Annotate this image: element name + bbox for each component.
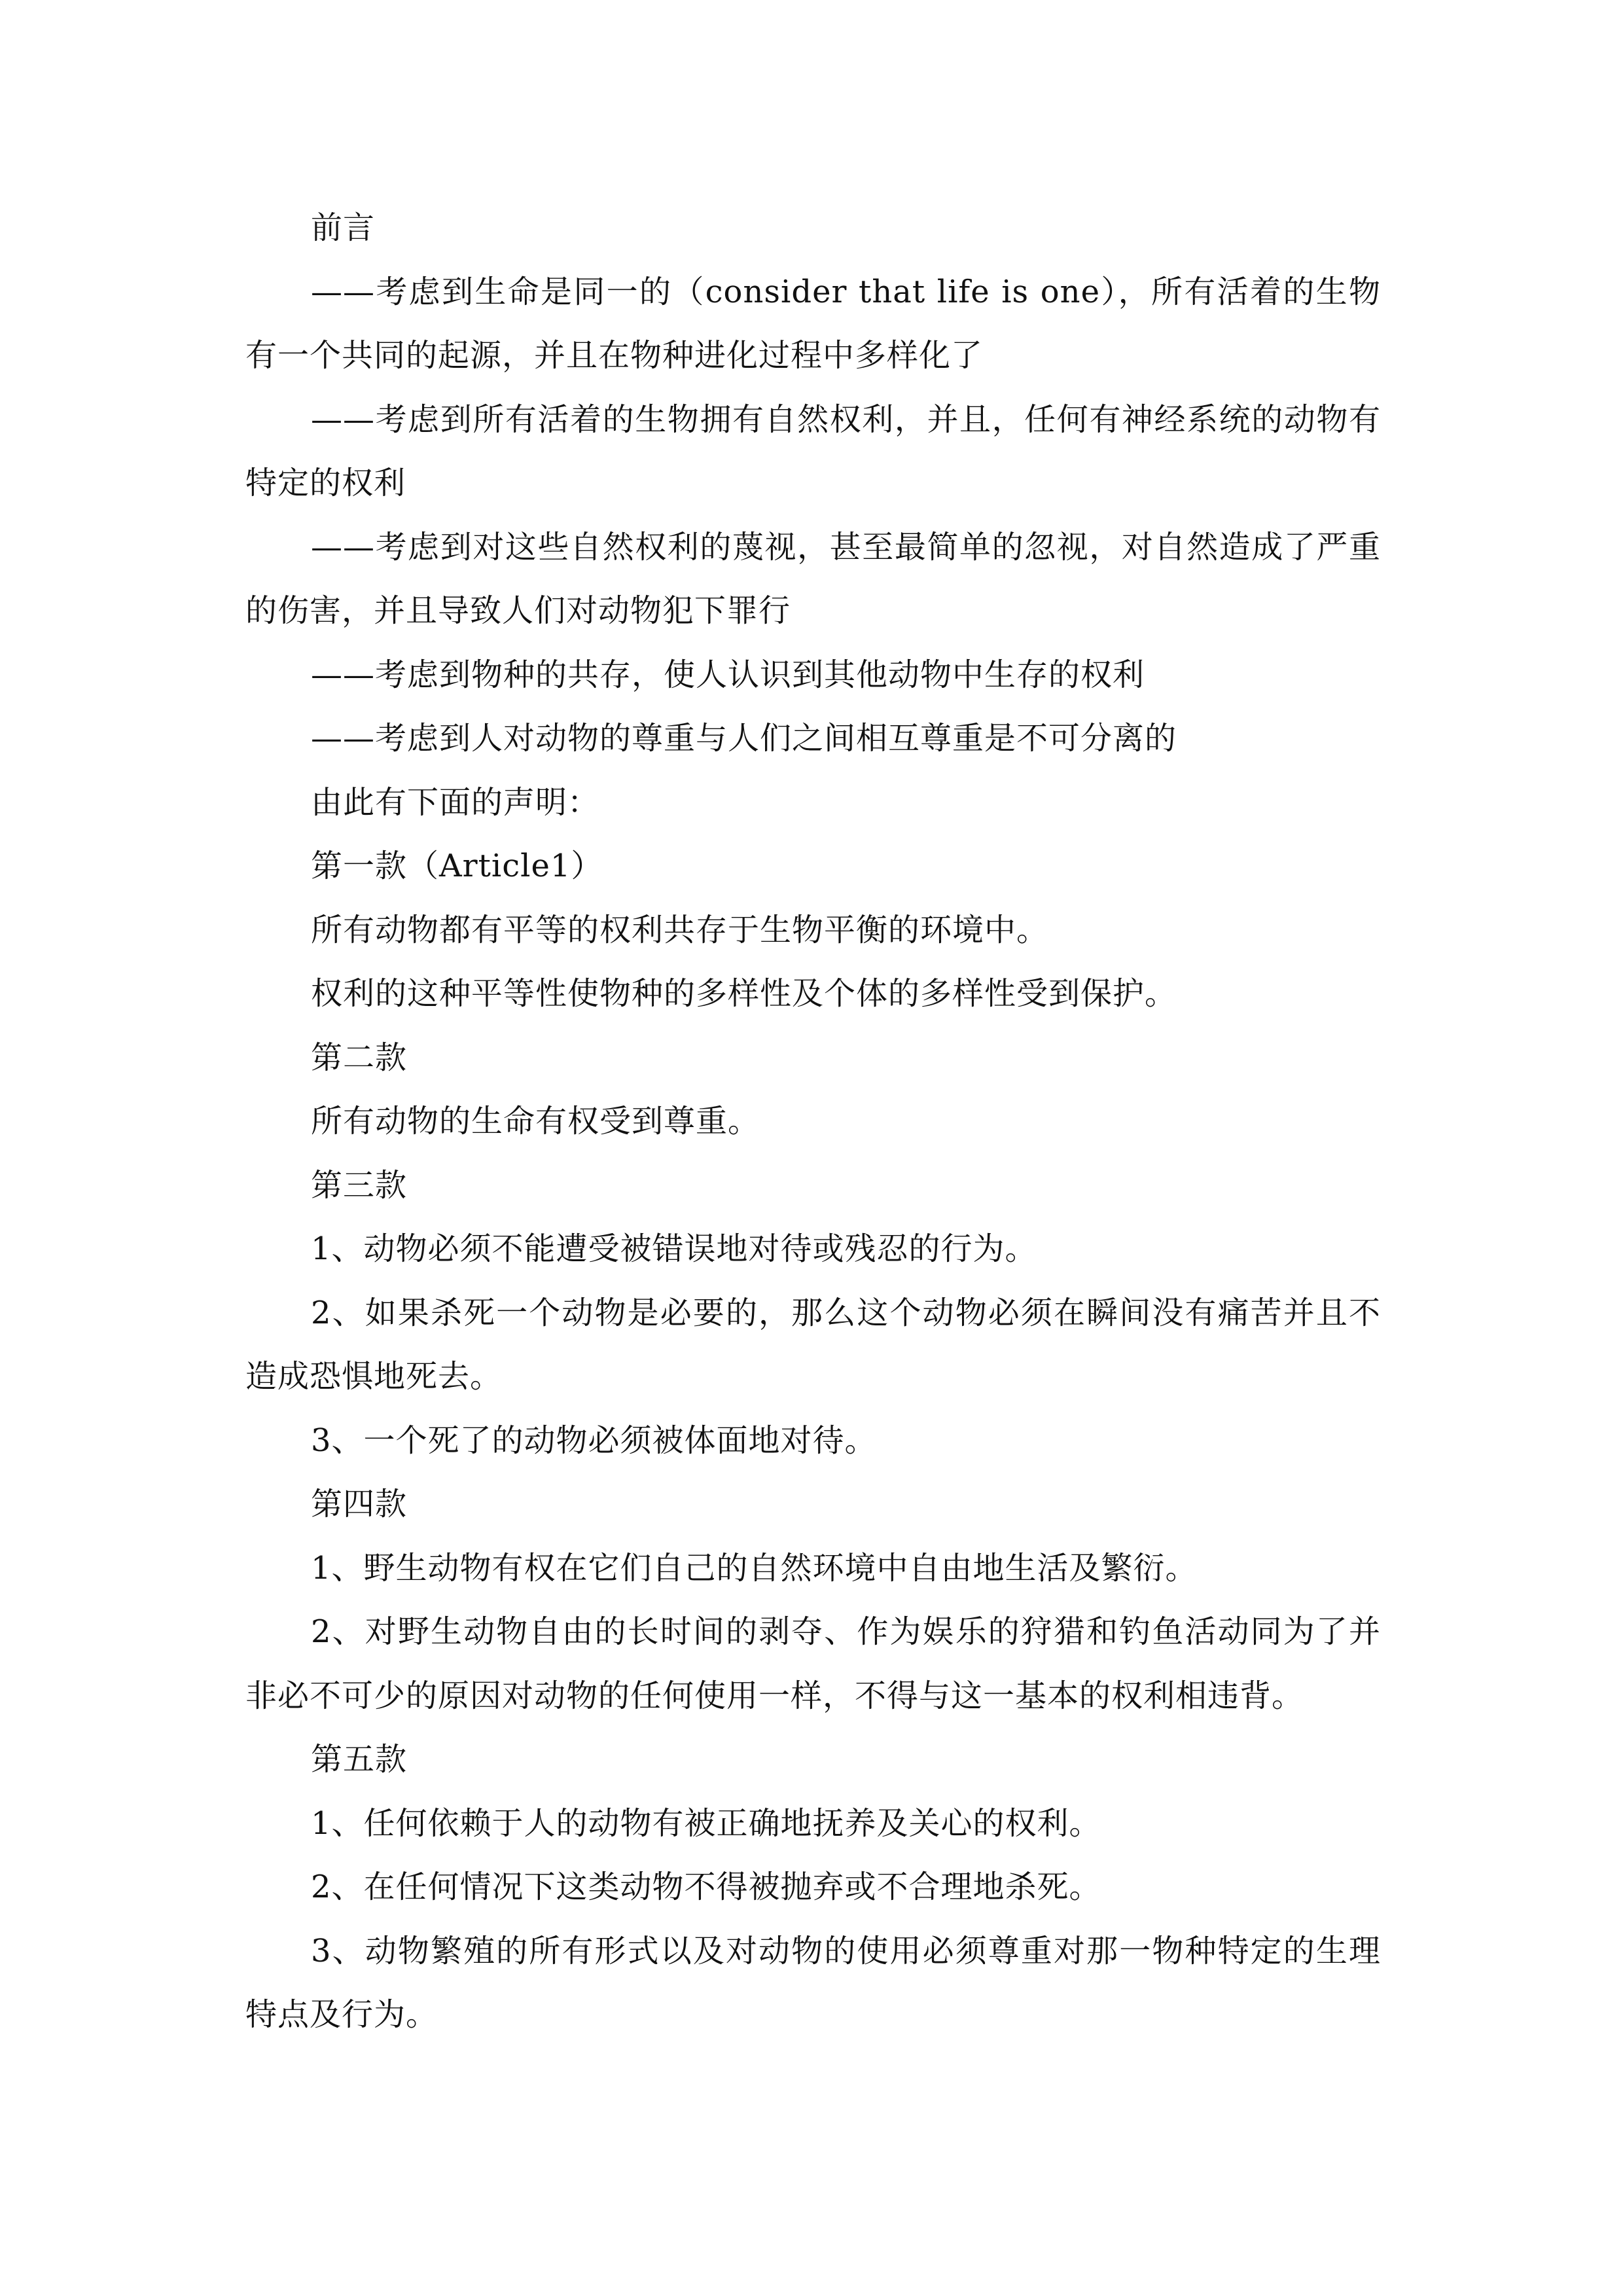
preamble-clause: ——考虑到物种的共存，使人认识到其他动物中生存的权利	[311, 656, 1145, 693]
article-item: 1、任何依赖于人的动物有被正确地抚养及关心的权利。	[311, 1804, 1101, 1842]
article-heading: 第三款	[311, 1166, 408, 1204]
preamble-clause: ——考虑到生命是同一的（consider that life is one），所有活着的生物有一个共同的起源，并且在物种进化过程中多样化了	[245, 273, 1381, 374]
preamble-clause: ——考虑到对这些自然权利的蔑视，甚至最简单的忽视，对自然造成了严重的伤害，并且导致人们对动物犯下罪行	[245, 528, 1381, 629]
preamble-clause: ——考虑到所有活着的生物拥有自然权利，并且，任何有神经系统的动物有特定的权利	[245, 401, 1381, 501]
article-item: 2、如果杀死一个动物是必要的，那么这个动物必须在瞬间没有痛苦并且不造成恐惧地死去。	[245, 1294, 1381, 1395]
article-item: 1、动物必须不能遭受被错误地对待或残忍的行为。	[311, 1230, 1037, 1267]
article-item: 2、在任何情况下这类动物不得被抛弃或不合理地杀死。	[311, 1869, 1101, 1905]
article-item: 3、一个死了的动物必须被体面地对待。	[311, 1422, 877, 1459]
article-heading: 第四款	[311, 1486, 408, 1522]
preamble-clause: ——考虑到人对动物的尊重与人们之间相互尊重是不可分离的	[311, 720, 1177, 757]
document-body	[245, 196, 1381, 2047]
article-text: 权利的这种平等性使物种的多样性及个体的多样性受到保护。	[311, 975, 1177, 1012]
article-item: 2、对野生动物自由的长时间的剥夺、作为娱乐的狩猎和钓鱼活动同为了并非必不可少的原因对动物的任何使用一样，不得与这一基本的权利相违背。	[245, 1613, 1381, 1714]
declaration-intro: 由此有下面的声明：	[311, 783, 600, 821]
article-text: 所有动物的生命有权受到尊重。	[311, 1103, 760, 1139]
article-item: 3、动物繁殖的所有形式以及对动物的使用必须尊重对那一物种特定的生理特点及行为。	[245, 1932, 1381, 2033]
article-heading: 第一款（Article1）	[311, 848, 603, 884]
article-text: 所有动物都有平等的权利共存于生物平衡的环境中。	[311, 911, 1049, 948]
preface-heading: 前言	[311, 209, 376, 246]
article-heading: 第二款	[311, 1039, 408, 1076]
article-heading: 第五款	[311, 1741, 408, 1778]
article-item: 1、野生动物有权在它们自己的自然环境中自由地生活及繁衍。	[311, 1549, 1198, 1587]
